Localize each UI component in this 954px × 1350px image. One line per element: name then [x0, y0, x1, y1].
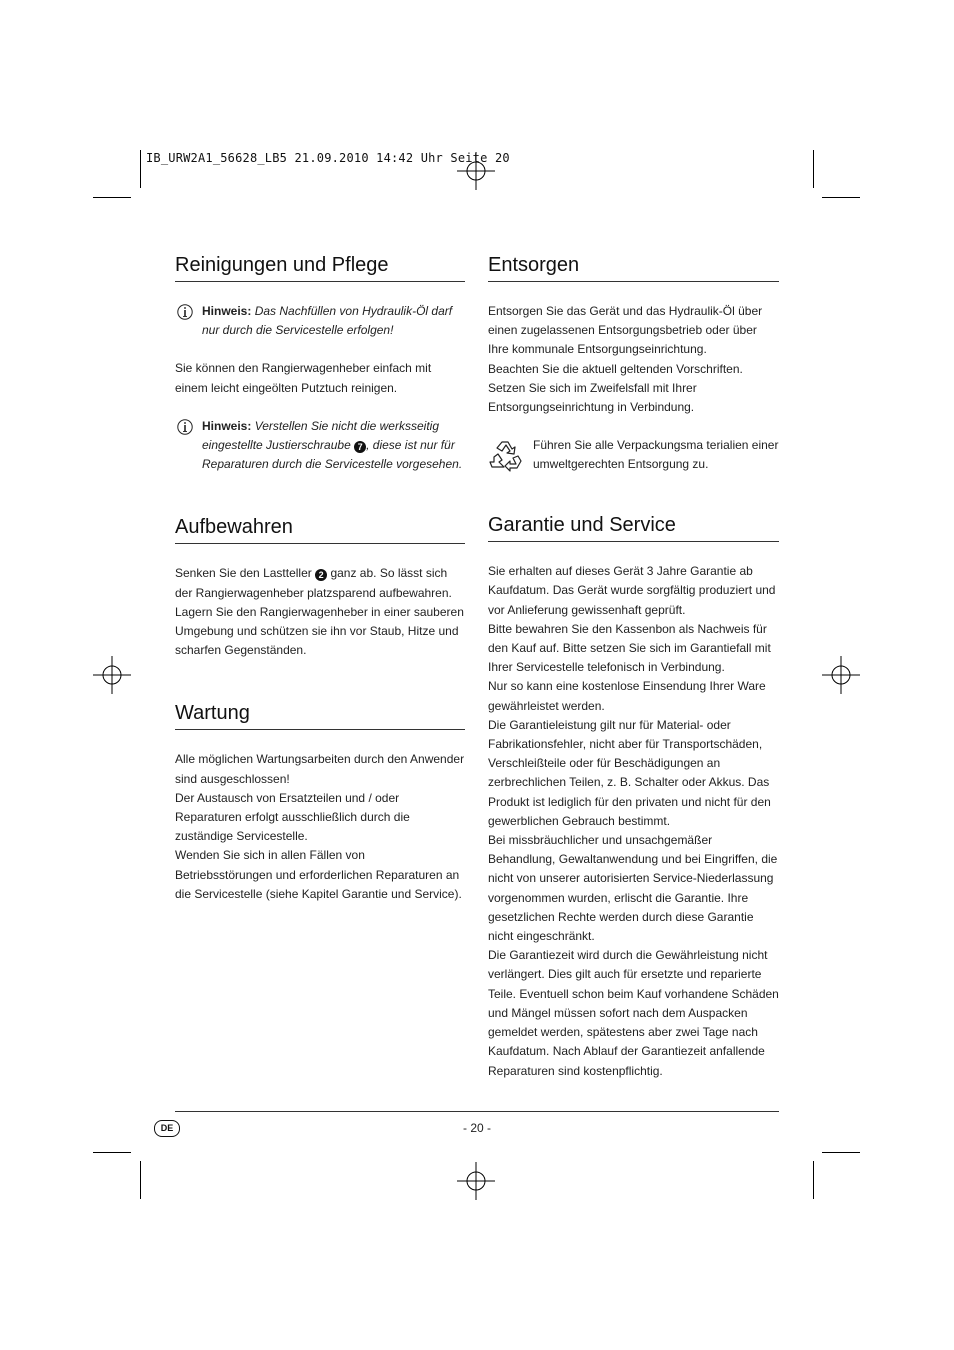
maintenance-paragraph: Wenden Sie sich in allen Fällen von Betriebsstörungen und erforderlichen Reparaturen an die Servicestelle (siehe Kapitel Garantie und Service). [175, 848, 462, 901]
note-text: , diese ist nur für Reparaturen durch die Servicestelle vorgesehen. [202, 438, 463, 472]
recycling-note [488, 436, 779, 476]
language-badge: DE [154, 1120, 180, 1137]
storage-text: ganz ab. So lässt sich der Rangierwagenheber platzsparend aufbewahren. Lagern Sie den Rangierwagenheber in einer sauberen Umgebung und schützen sie ihn vor Staub, Hitze und scharfen Gegenständen. [175, 566, 464, 658]
info-icon [177, 419, 193, 435]
heading-wartung: Wartung [175, 700, 465, 730]
part-number-badge: 7 [354, 441, 366, 453]
right-column [488, 252, 779, 1081]
left-column [175, 252, 465, 904]
recycling-text: Führen Sie alle Verpackungsma terialien einer umweltgerechten Entsorgung zu. [533, 438, 779, 472]
print-slug-line: IB_URW2A1_56628_LB5 21.09.2010 14:42 Uhr Seite 20 [146, 151, 510, 165]
info-icon [177, 304, 193, 320]
storage-text: Senken Sie den Lastteller [175, 566, 312, 581]
warranty-paragraph: Die Garantieleistung gilt nur für Material- oder Fabrikationsfehler, nicht aber für Transportschäden, Verschleißteile oder für Beschädigungen an zerbrechlichen Teilen, z. B. Schalter oder Akkus. Das Produkt ist lediglich für den privaten und nicht für den gewerblichen Gebrauch bestimmt. [488, 717, 771, 828]
crop-mark [813, 150, 814, 188]
crop-mark [93, 197, 131, 198]
crop-mark [140, 150, 141, 188]
note-adjusting-screw [175, 417, 465, 475]
disposal-paragraph: Beachten Sie die aktuell geltenden Vorschriften. [488, 361, 743, 376]
disposal-paragraph: Entsorgen Sie das Gerät und das Hydraulik-Öl über einen zugelassenen Entsorgungsbetrieb oder über Ihre kommunale Entsorgungseinrichtung. [488, 304, 763, 357]
maintenance-paragraph: Alle möglichen Wartungsarbeiten durch den Anwender sind ausgeschlossen! [175, 752, 465, 786]
page-number: - 20 - [462, 1121, 491, 1135]
heading-garantie: Garantie und Service [488, 512, 779, 542]
note-text: Das Nachfüllen von Hydraulik-Öl darf nur durch die Servicestelle erfolgen! [202, 304, 453, 338]
maintenance-paragraph: Der Austausch von Ersatzteilen und / oder Reparaturen erfolgt ausschließlich durch die zuständige Servicestelle. [175, 790, 410, 844]
warranty-paragraph: Sie erhalten auf dieses Gerät 3 Jahre Garantie ab Kaufdatum. Das Gerät wurde sorgfältig produziert und vor Anlieferung gewissenhaft geprüft. [488, 564, 776, 617]
heading-aufbewahren: Aufbewahren [175, 514, 465, 544]
crop-mark [140, 1161, 141, 1199]
note-label: Hinweis: [202, 418, 252, 433]
crop-mark [822, 197, 860, 198]
registration-mark-icon [457, 1162, 495, 1200]
warranty-paragraph: Bitte bewahren Sie den Kassenbon als Nachweis für den Kauf auf. Bitte setzen Sie sich im Garantiefall mit Ihrer Servicestelle telefonisch in Verbindung. [488, 621, 771, 675]
disposal-paragraph: Setzen Sie sich im Zweifelsfall mit Ihrer Entsorgungseinrichtung in Verbindung. [488, 380, 697, 415]
registration-mark-icon [93, 656, 131, 694]
part-number-badge: 2 [315, 569, 327, 581]
heading-entsorgen: Entsorgen [488, 252, 779, 282]
warranty-paragraph: Die Garantiezeit wird durch die Gewährleistung nicht verlängert. Dies gilt auch für ersetzte und reparierte Teile. Eventuell schon beim Kauf vorhandene Schäden und Mängel müssen sofort nach dem Auspacken gemeldet werden, spätestens aber zwei Tage nach Kaufdatum. Nach Ablauf der Garantiezeit anfallende Reparaturen sind kostenpflichtig. [488, 948, 779, 1078]
registration-mark-icon [822, 656, 860, 694]
crop-mark [93, 1152, 131, 1153]
crop-mark [822, 1152, 860, 1153]
footer-divider [175, 1111, 779, 1112]
recycle-icon [488, 436, 526, 474]
crop-mark [813, 1161, 814, 1199]
cleaning-paragraph: Sie können den Rangierwagenheber einfach mit einem leicht eingeölten Putztuch reinigen. [175, 361, 432, 395]
heading-reinigung: Reinigungen und Pflege [175, 252, 465, 282]
warranty-paragraph: Bei missbräuchlicher und unsachgemäßer Behandlung, Gewaltanwendung und bei Eingriffen, die nicht von unserer autorisierten Service-Niederlassung vorgenommen wurden, erlischt die Garantie. Ihre gesetzlichen Rechte werden durch diese Garantie nicht eingeschränkt. [488, 833, 778, 944]
note-text: Verstellen Sie nicht die werksseitig eingestellte Justierschraube [202, 418, 439, 453]
note-label: Hinweis: [202, 304, 252, 318]
note-hydraulic-oil [175, 302, 465, 340]
warranty-paragraph: Nur so kann eine kostenlose Einsendung Ihrer Ware gewährleistet werden. [488, 679, 766, 713]
storage-paragraph [175, 564, 465, 660]
